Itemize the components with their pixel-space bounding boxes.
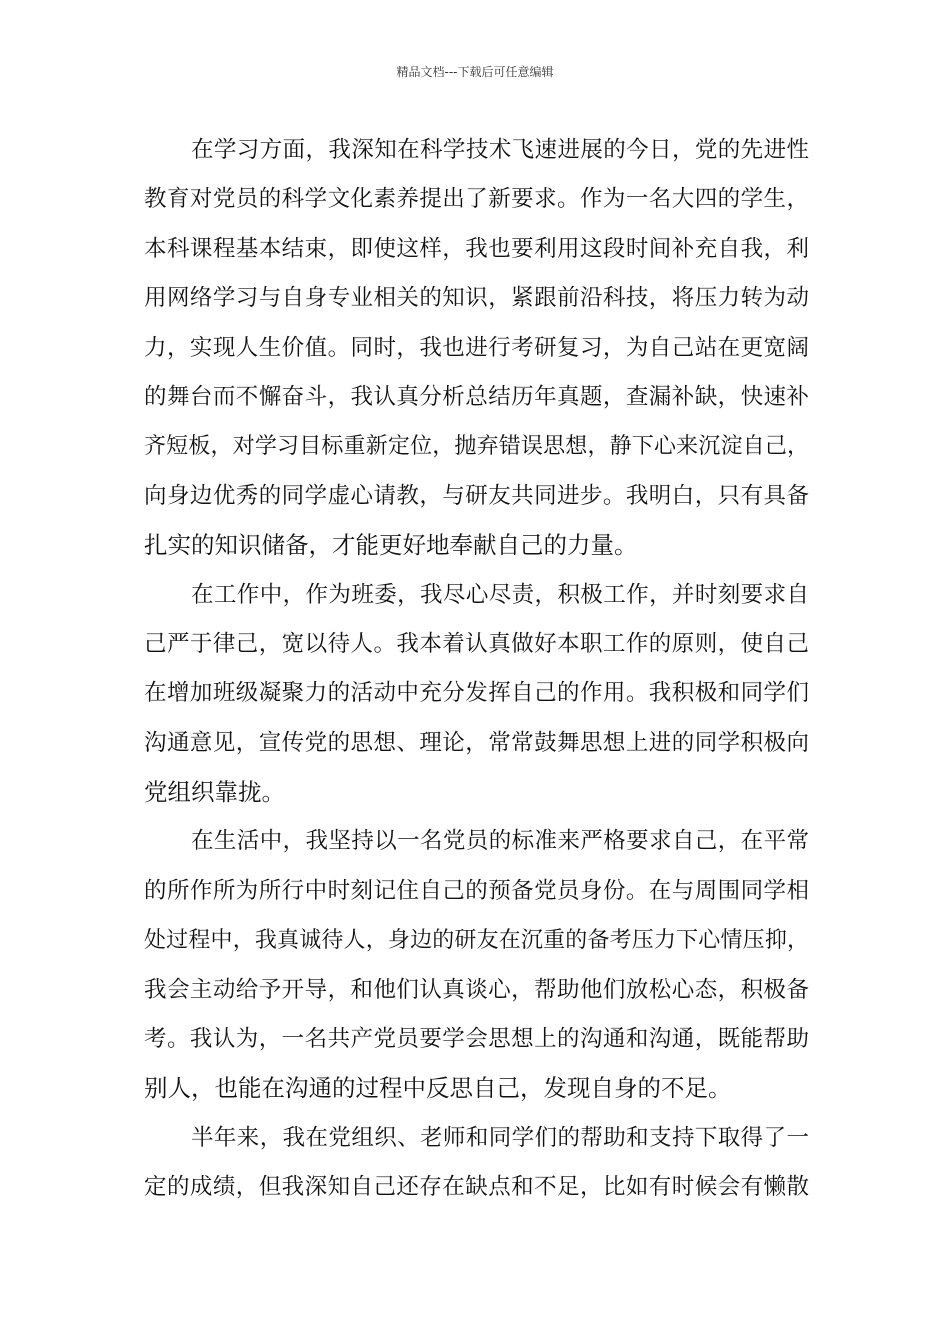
paragraph-line: 别人，也能在沟通的过程中反思自己，发现自身的不足。 <box>144 1074 732 1103</box>
paragraph-line: 我会主动给予开导，和他们认真谈心，帮助他们放松心态，积极备 <box>144 976 809 1003</box>
page-header: 精品文档---下载后可任意编辑 <box>396 65 554 79</box>
paragraph-line: 在学习方面，我深知在科学技术飞速进展的今日，党的先进性 <box>191 137 809 163</box>
paragraph-study <box>144 126 809 571</box>
paragraph-line: 齐短板，对学习目标重新定位，抛弃错误思想，静下心来沉淀自己， <box>144 434 809 460</box>
paragraph-line: 向身边优秀的同学虚心请教，与研友共同进步。我明白，只有具备 <box>144 482 809 509</box>
paragraph-line: 沟通意见，宣传党的思想、理论，常常鼓舞思想上进的同学积极向 <box>144 729 809 756</box>
paragraph-line: 定的成绩，但我深知自己还存在缺点和不足，比如有时候会有懒散 <box>144 1174 809 1201</box>
paragraph-line: 教育对党员的科学文化素养提出了新要求。作为一名大四的学生， <box>144 186 809 213</box>
paragraph-half-year <box>144 1114 809 1213</box>
paragraph-line: 在增加班级凝聚力的活动中充分发挥自己的作用。我积极和同学们 <box>144 680 809 707</box>
paragraph-line: 的所作所为所行中时刻记住自己的预备党员身份。在与周围同学相 <box>144 877 809 904</box>
paragraph-line: 党组织靠拢。 <box>144 778 285 807</box>
paragraph-line: 力，实现人生价值。同时，我也进行考研复习，为自己站在更宽阔 <box>144 334 809 361</box>
paragraph-life <box>144 817 809 1113</box>
paragraph-line: 扎实的知识储备，才能更好地奉献自己的力量。 <box>144 531 638 560</box>
paragraph-line: 半年来，我在党组织、老师和同学们的帮助和支持下取得了一 <box>191 1124 809 1151</box>
paragraph-line: 的舞台而不懈奋斗，我认真分析总结历年真题，查漏补缺，快速补 <box>144 383 809 410</box>
paragraph-line: 在生活中，我坚持以一名党员的标准来严格要求自己，在平常 <box>191 828 809 855</box>
paragraph-line: 处过程中，我真诚待人，身边的研友在沉重的备考压力下心情压抑， <box>144 928 809 954</box>
document-body <box>144 126 809 1213</box>
paragraph-line: 用网络学习与自身专业相关的知识，紧跟前沿科技，将压力转为动 <box>144 285 809 312</box>
paragraph-line: 本科课程基本结束，即使这样，我也要利用这段时间补充自我，利 <box>144 235 809 262</box>
paragraph-work <box>144 571 809 818</box>
paragraph-line: 考。我认为，一名共产党员要学会思想上的沟通和沟通，既能帮助 <box>144 1026 809 1053</box>
paragraph-line: 己严于律己，宽以待人。我本着认真做好本职工作的原则，使自己 <box>144 630 809 657</box>
paragraph-line: 在工作中，作为班委，我尽心尽责，积极工作，并时刻要求自 <box>191 581 809 608</box>
